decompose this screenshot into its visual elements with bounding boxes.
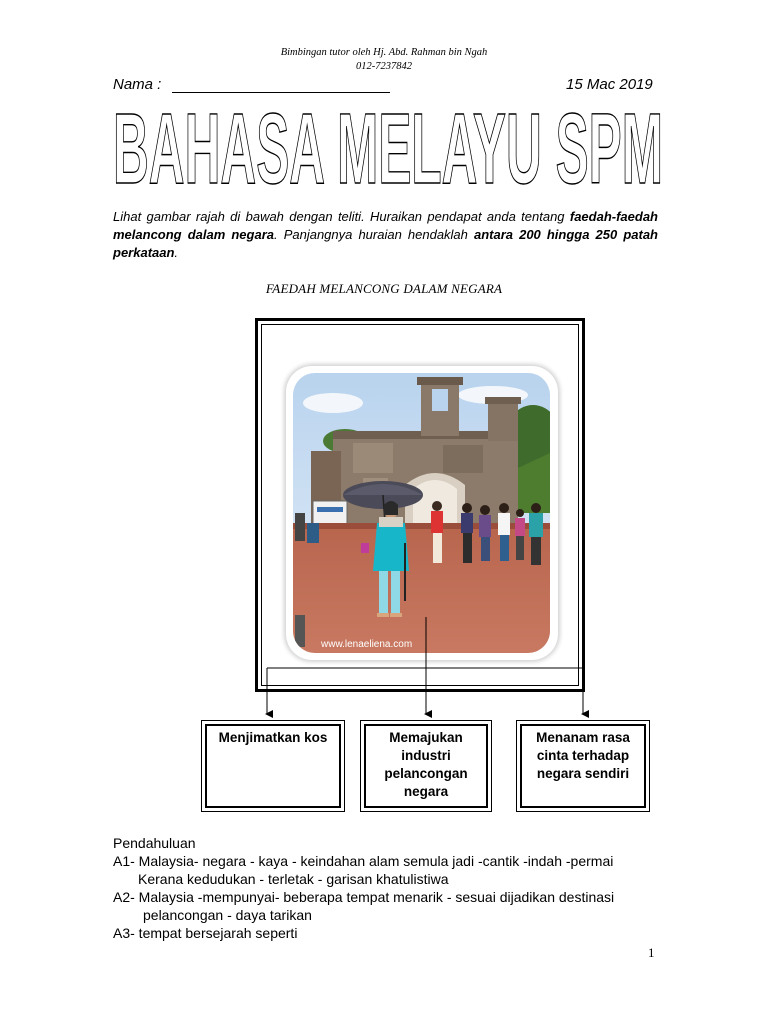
instruction-text: .: [174, 245, 179, 260]
instruction-text: . Panjangnya huraian hendaklah: [274, 227, 474, 242]
box-menjimatkan-kos: [201, 720, 345, 812]
instruction-topic: faedah-faedah melancong dalam negara: [113, 209, 658, 242]
box-label: Menjimatkan kos: [218, 730, 328, 745]
box-memajukan-industri: [360, 720, 492, 812]
page-title-text: BAHASA MELAYU SPM: [113, 101, 663, 197]
section-title: FAEDAH MELANCONG DALAM NEGARA: [265, 281, 503, 296]
instruction-word-count: antara 200 hingga 250 patah perkataan: [113, 227, 658, 260]
point-a3: A3- tempat bersejarah seperti: [113, 925, 298, 941]
box-label: Menanam rasa cinta terhadap negara sendiri: [536, 730, 630, 781]
date: 15 Mac 2019: [566, 76, 653, 93]
tutor-phone: 012-7237842: [356, 61, 412, 72]
section-heading-pendahuluan: Pendahuluan: [113, 835, 196, 851]
point-a1-continued: Kerana kedudukan - terletak - garisan khatulistiwa: [138, 871, 449, 887]
photo-watermark: www.lenaeliena.com: [321, 639, 413, 650]
box-label: Memajukan industri pelancongan negara: [384, 730, 468, 799]
page-number: 1: [648, 945, 655, 960]
instruction-text: Lihat gambar rajah di bawah dengan teliti. Huraikan pendapat anda tentang: [113, 209, 570, 224]
nama-label: Nama :: [113, 76, 162, 93]
point-a1: A1- Malaysia- negara - kaya - keindahan alam semula jadi -cantik -indah -permai: [113, 853, 614, 869]
box-menanam-rasa-cinta: [516, 720, 650, 812]
point-a2-continued: pelancongan - daya tarikan: [143, 907, 312, 923]
point-a2: A2- Malaysia -mempunyai- beberapa tempat menarik - sesuai dijadikan destinasi: [113, 889, 615, 905]
tutor-line: Bimbingan tutor oleh Hj. Abd. Rahman bin Ngah: [280, 47, 488, 58]
